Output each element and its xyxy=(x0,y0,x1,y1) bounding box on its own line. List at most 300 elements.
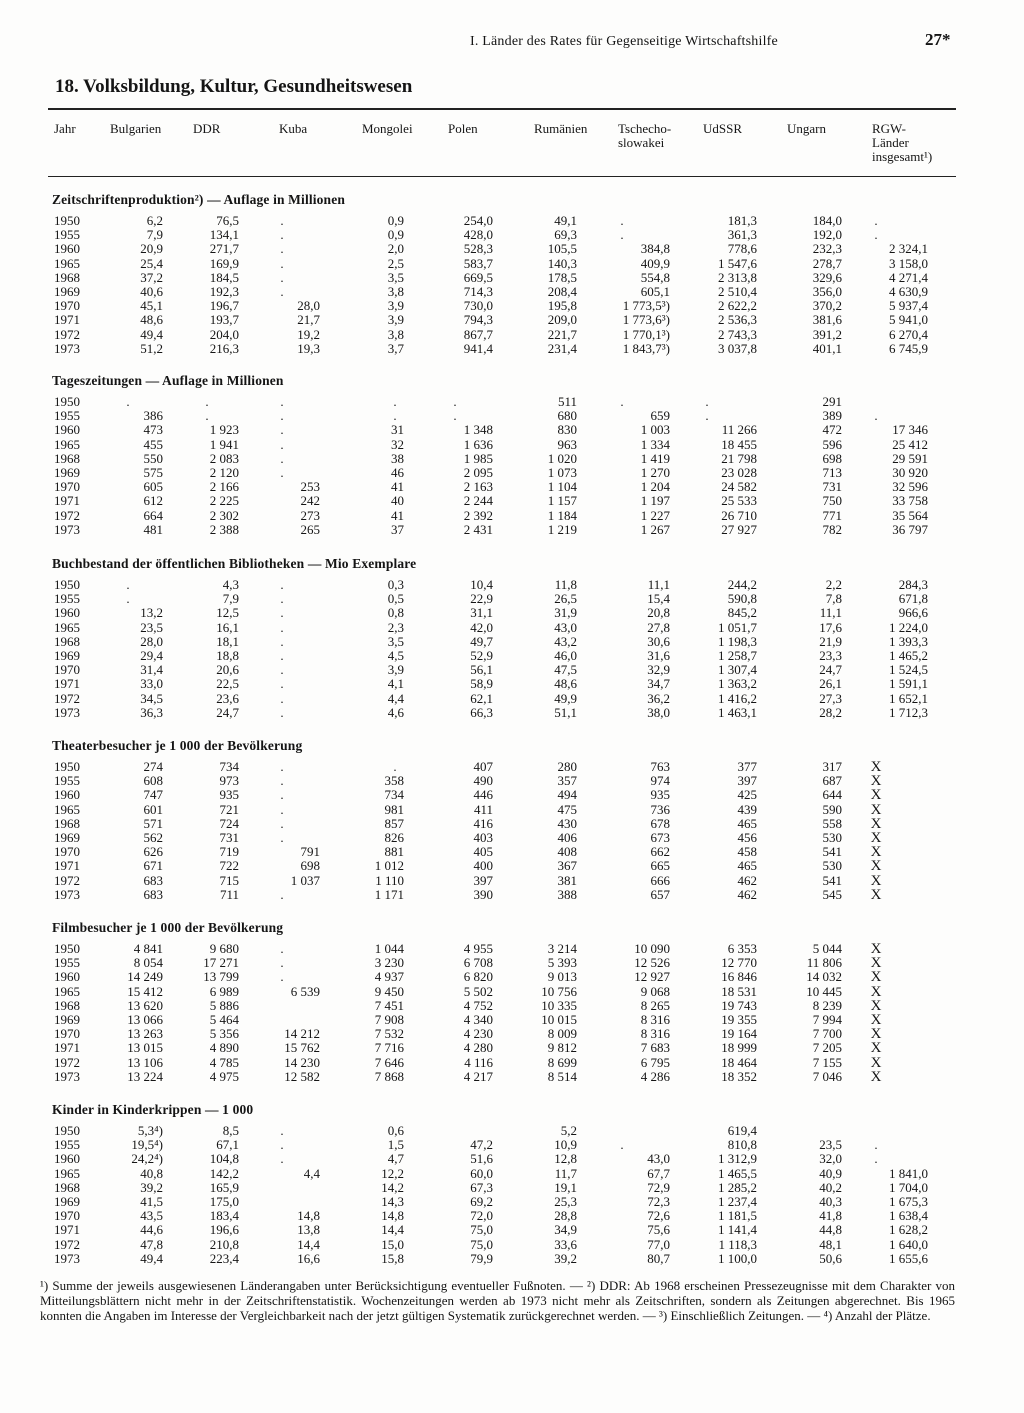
table-row xyxy=(0,1041,1024,1055)
cell-udssr: 18 999 xyxy=(721,1040,757,1056)
year-cell: 1969 xyxy=(54,648,80,663)
table-row xyxy=(0,523,1024,537)
year-cell: 1969 xyxy=(54,1194,80,1209)
cell-udssr: 16 846 xyxy=(721,969,757,985)
cell-rgw-insgesamt: 1 224,0 xyxy=(889,619,928,635)
col-head-tschechoslowakei: Tschecho- slowakei xyxy=(618,121,672,150)
cell-tschechoslowakei: 10 090 xyxy=(634,941,670,956)
cell-rumaenien: 25,3 xyxy=(554,1194,577,1209)
table-row xyxy=(0,831,1024,845)
cell-kuba: 265 xyxy=(300,521,320,537)
cell-rumaenien: 8 699 xyxy=(547,1054,577,1070)
cell-rumaenien: 5 393 xyxy=(547,955,577,971)
cell-rumaenien: 430 xyxy=(557,815,577,831)
cell-tschechoslowakei: 1 773,6³) xyxy=(622,312,670,328)
cell-polen: 583,7 xyxy=(463,255,493,271)
cell-kuba: . xyxy=(280,773,284,789)
cell-tschechoslowakei: 736 xyxy=(650,801,670,817)
table-row xyxy=(0,285,1024,299)
cell-ungarn: 32,0 xyxy=(819,1151,842,1167)
cell-ungarn: 782 xyxy=(822,521,842,537)
cell-tschechoslowakei: 8 265 xyxy=(640,997,670,1013)
cell-tschechoslowakei: 32,9 xyxy=(647,662,670,678)
cell-mongolei: 7 908 xyxy=(374,1012,404,1027)
cell-rumaenien: 475 xyxy=(557,801,577,817)
cell-tschechoslowakei: 12 526 xyxy=(634,955,670,971)
cell-bulgarien: 41,5 xyxy=(140,1194,163,1209)
year-cell: 1970 xyxy=(54,1208,80,1224)
cell-polen: 254,0 xyxy=(463,213,493,228)
cell-rgw-insgesamt: 25 412 xyxy=(892,436,928,452)
section-title: Zeitschriftenproduktion²) — Auflage in Millionen xyxy=(52,192,346,207)
year-cell: 1968 xyxy=(54,997,80,1013)
cell-rgw-insgesamt: 2 324,1 xyxy=(889,241,928,257)
cell-bulgarien: 608 xyxy=(143,773,163,789)
cell-rgw-insgesamt: . xyxy=(874,213,878,228)
cell-rgw-insgesamt: 4 630,9 xyxy=(889,284,928,299)
cell-kuba: . xyxy=(280,605,284,621)
cell-tschechoslowakei: 1 204 xyxy=(640,479,670,495)
cell-kuba: . xyxy=(280,577,284,592)
cell-rumaenien: 47,5 xyxy=(554,662,577,678)
cell-rumaenien: 511 xyxy=(557,394,577,409)
cell-bulgarien: 48,6 xyxy=(140,312,163,328)
cell-rumaenien: 208,4 xyxy=(547,284,577,299)
cell-udssr: 1 547,6 xyxy=(718,255,757,271)
cell-ddr: 196,6 xyxy=(209,1222,239,1238)
cell-rumaenien: 11,7 xyxy=(554,1165,577,1181)
year-cell: 1955 xyxy=(54,227,80,243)
cell-bulgarien: 386 xyxy=(143,408,163,424)
cell-udssr: 1 416,2 xyxy=(718,690,757,706)
cell-ungarn: 21,9 xyxy=(819,633,842,649)
cell-mongolei: 3,8 xyxy=(387,326,404,342)
cell-rgw-insgesamt: X xyxy=(870,858,882,875)
cell-polen: 2 095 xyxy=(463,465,493,480)
cell-rumaenien: 11,8 xyxy=(554,577,577,592)
cell-ungarn: 14 032 xyxy=(806,969,842,985)
table-row xyxy=(0,1238,1024,1252)
year-cell: 1965 xyxy=(54,1165,80,1181)
cell-bulgarien: 747 xyxy=(143,787,163,803)
cell-polen: 4 116 xyxy=(464,1054,493,1070)
year-cell: 1970 xyxy=(54,1026,80,1042)
cell-udssr: 23 028 xyxy=(721,465,757,480)
cell-ungarn: 590 xyxy=(822,801,842,817)
cell-udssr: 21 798 xyxy=(721,450,757,466)
cell-mongolei: . xyxy=(393,394,397,409)
cell-tschechoslowakei: 554,8 xyxy=(640,269,670,285)
cell-mongolei: 981 xyxy=(384,801,404,817)
cell-polen: 79,9 xyxy=(470,1250,493,1266)
cell-mongolei: 4 937 xyxy=(374,969,404,985)
cell-rumaenien: 367 xyxy=(557,858,577,874)
cell-ungarn: 713 xyxy=(822,465,842,480)
table-row xyxy=(0,999,1024,1013)
cell-ungarn: 356,0 xyxy=(812,284,842,299)
cell-ddr: 719 xyxy=(219,844,239,860)
cell-polen: 2 392 xyxy=(463,507,493,523)
cell-polen: 400 xyxy=(473,858,493,874)
year-cell: 1973 xyxy=(54,521,80,537)
cell-ddr: 4 975 xyxy=(209,1068,239,1084)
cell-kuba: . xyxy=(280,436,284,452)
cell-udssr: 18 455 xyxy=(721,436,757,452)
cell-ddr: 722 xyxy=(219,858,239,874)
cell-tschechoslowakei: . xyxy=(620,213,624,228)
year-cell: 1969 xyxy=(54,284,80,299)
table-row xyxy=(0,494,1024,508)
cell-kuba: 28,0 xyxy=(297,298,320,314)
cell-tschechoslowakei: 1 267 xyxy=(640,521,670,537)
cell-ungarn: 291 xyxy=(822,394,842,409)
cell-tschechoslowakei: 662 xyxy=(650,844,670,860)
table-row xyxy=(0,299,1024,313)
table-row xyxy=(0,509,1024,523)
cell-polen: 411 xyxy=(473,801,493,817)
cell-ddr: 223,4 xyxy=(209,1250,239,1266)
cell-bulgarien: 40,6 xyxy=(140,284,163,299)
cell-rgw-insgesamt: 1 675,3 xyxy=(889,1194,928,1209)
cell-udssr: 2 313,8 xyxy=(718,269,757,285)
table-row xyxy=(0,692,1024,706)
cell-ungarn: 232,3 xyxy=(812,241,842,257)
cell-polen: 56,1 xyxy=(470,662,493,678)
cell-bulgarien: 571 xyxy=(143,815,163,831)
cell-rumaenien: 48,6 xyxy=(554,676,577,692)
cell-udssr: 6 353 xyxy=(727,941,757,956)
table-row xyxy=(0,774,1024,788)
cell-mongolei: 0,3 xyxy=(387,577,404,592)
cell-mongolei: 37 xyxy=(391,521,404,537)
year-cell: 1955 xyxy=(54,955,80,971)
cell-rgw-insgesamt: 1 652,1 xyxy=(889,690,928,706)
cell-mongolei: 4,7 xyxy=(387,1151,404,1167)
cell-udssr: 19 164 xyxy=(721,1026,757,1042)
table-row xyxy=(0,677,1024,691)
year-cell: 1950 xyxy=(54,1123,80,1138)
year-cell: 1950 xyxy=(54,394,80,409)
cell-ungarn: 28,2 xyxy=(819,704,842,720)
cell-mongolei: 14,3 xyxy=(381,1194,404,1209)
cell-udssr: 425 xyxy=(737,787,757,803)
cell-polen: 67,3 xyxy=(470,1179,493,1195)
year-cell: 1972 xyxy=(54,1054,80,1070)
footnotes xyxy=(40,1278,955,1323)
cell-bulgarien: . xyxy=(126,577,130,592)
cell-ddr: 2 302 xyxy=(209,507,239,523)
cell-kuba: . xyxy=(280,941,284,956)
cell-polen: . xyxy=(453,394,457,409)
cell-rumaenien: 231,4 xyxy=(547,340,577,356)
cell-mongolei: 38 xyxy=(391,450,404,466)
cell-polen: 528,3 xyxy=(463,241,493,257)
cell-rumaenien: 10,9 xyxy=(554,1137,577,1153)
cell-mongolei: 41 xyxy=(391,507,404,523)
table-row xyxy=(0,803,1024,817)
year-cell: 1968 xyxy=(54,633,80,649)
year-cell: 1973 xyxy=(54,1250,80,1266)
cell-polen: 75,0 xyxy=(470,1236,493,1252)
table-row xyxy=(0,409,1024,423)
cell-bulgarien: 13 106 xyxy=(127,1054,163,1070)
cell-ungarn: 7 205 xyxy=(812,1040,842,1056)
year-cell: 1968 xyxy=(54,450,80,466)
year-cell: 1955 xyxy=(54,1137,80,1153)
cell-tschechoslowakei: 974 xyxy=(650,773,670,789)
cell-rgw-insgesamt: 6 270,4 xyxy=(889,326,928,342)
cell-udssr: 810,8 xyxy=(727,1137,757,1153)
cell-rumaenien: 830 xyxy=(557,422,577,438)
cell-ungarn: 541 xyxy=(822,872,842,888)
cell-mongolei: 857 xyxy=(384,815,404,831)
cell-ddr: . xyxy=(205,408,209,424)
cell-rgw-insgesamt: 1 841,0 xyxy=(889,1165,928,1181)
cell-rgw-insgesamt: 4 271,4 xyxy=(889,269,928,285)
cell-udssr: 12 770 xyxy=(721,955,757,971)
cell-polen: 60,0 xyxy=(470,1165,493,1181)
cell-polen: 4 217 xyxy=(463,1068,493,1084)
cell-rgw-insgesamt: . xyxy=(874,227,878,243)
table-row xyxy=(0,845,1024,859)
cell-rumaenien: 1 184 xyxy=(547,507,577,523)
cell-kuba: . xyxy=(280,422,284,438)
cell-bulgarien: 44,6 xyxy=(140,1222,163,1238)
cell-kuba: 14 230 xyxy=(284,1054,320,1070)
cell-tschechoslowakei: 935 xyxy=(650,787,670,803)
cell-kuba: . xyxy=(280,969,284,985)
cell-kuba: . xyxy=(280,408,284,424)
cell-bulgarien: 562 xyxy=(143,830,163,845)
table-row xyxy=(0,1209,1024,1223)
cell-ungarn: 40,3 xyxy=(819,1194,842,1209)
year-cell: 1971 xyxy=(54,676,80,692)
cell-udssr: 2 743,3 xyxy=(718,326,757,342)
cell-mongolei: 32 xyxy=(391,436,404,452)
cell-ungarn: 771 xyxy=(822,507,842,523)
table-row xyxy=(0,1223,1024,1237)
table-row xyxy=(0,466,1024,480)
cell-polen: 403 xyxy=(473,830,493,845)
cell-rgw-insgesamt: X xyxy=(870,830,882,846)
cell-polen: 2 244 xyxy=(463,493,493,509)
cell-tschechoslowakei: 30,6 xyxy=(647,633,670,649)
cell-polen: 428,0 xyxy=(463,227,493,243)
cell-rumaenien: 49,1 xyxy=(554,213,577,228)
cell-ddr: 1 941 xyxy=(209,436,239,452)
table-row xyxy=(0,1070,1024,1084)
cell-ungarn: 472 xyxy=(822,422,842,438)
header-rule-bottom xyxy=(48,176,956,177)
cell-polen: 72,0 xyxy=(470,1208,493,1224)
cell-polen: 4 955 xyxy=(463,941,493,956)
table-row xyxy=(0,438,1024,452)
cell-rgw-insgesamt: X xyxy=(870,872,882,889)
cell-ddr: 4 890 xyxy=(209,1040,239,1056)
cell-kuba: . xyxy=(280,676,284,692)
year-cell: 1970 xyxy=(54,662,80,678)
cell-rumaenien: 46,0 xyxy=(554,648,577,663)
cell-polen: 446 xyxy=(473,787,493,803)
cell-rumaenien: 9 013 xyxy=(547,969,577,985)
cell-udssr: 439 xyxy=(737,801,757,817)
cell-udssr: 361,3 xyxy=(727,227,757,243)
cell-polen: 51,6 xyxy=(470,1151,493,1167)
cell-ungarn: 750 xyxy=(822,493,842,509)
cell-rgw-insgesamt: 32 596 xyxy=(892,479,928,495)
cell-ddr: 6 989 xyxy=(209,983,239,999)
cell-tschechoslowakei: 34,7 xyxy=(647,676,670,692)
cell-tschechoslowakei: 673 xyxy=(650,830,670,845)
cell-udssr: 1 258,7 xyxy=(718,648,757,663)
cell-kuba: . xyxy=(280,227,284,243)
cell-mongolei: 7 868 xyxy=(374,1068,404,1084)
cell-rumaenien: 209,0 xyxy=(547,312,577,328)
cell-rumaenien: 34,9 xyxy=(554,1222,577,1238)
cell-rumaenien: 3 214 xyxy=(547,941,577,956)
cell-ungarn: 7 994 xyxy=(812,1012,842,1027)
cell-kuba: . xyxy=(280,1123,284,1138)
table-row xyxy=(0,1167,1024,1181)
cell-udssr: 2 536,3 xyxy=(718,312,757,328)
cell-polen: 714,3 xyxy=(463,284,493,299)
cell-rgw-insgesamt: . xyxy=(874,1151,878,1167)
cell-mongolei: 2,0 xyxy=(387,241,404,257)
cell-udssr: 462 xyxy=(737,886,757,902)
cell-ungarn: 317 xyxy=(822,759,842,774)
year-cell: 1973 xyxy=(54,1068,80,1084)
cell-rumaenien: 221,7 xyxy=(547,326,577,342)
cell-udssr: 18 464 xyxy=(721,1054,757,1070)
cell-tschechoslowakei: 1 197 xyxy=(640,493,670,509)
cell-udssr: 3 037,8 xyxy=(718,340,757,356)
year-cell: 1973 xyxy=(54,704,80,720)
cell-udssr: 2 510,4 xyxy=(718,284,757,299)
cell-kuba: 14,8 xyxy=(297,1208,320,1224)
cell-bulgarien: 24,2⁴) xyxy=(131,1151,163,1167)
cell-polen: 730,0 xyxy=(463,298,493,314)
cell-kuba: 6 539 xyxy=(290,983,320,999)
cell-rgw-insgesamt: 1 524,5 xyxy=(889,662,928,678)
cell-rumaenien: 8 514 xyxy=(547,1068,577,1084)
cell-mongolei: . xyxy=(393,408,397,424)
cell-ddr: 721 xyxy=(219,801,239,817)
cell-tschechoslowakei: 605,1 xyxy=(640,284,670,299)
cell-mongolei: 3,5 xyxy=(387,269,404,285)
cell-kuba: . xyxy=(280,1137,284,1153)
cell-udssr: 181,3 xyxy=(727,213,757,228)
cell-ungarn: 530 xyxy=(822,858,842,874)
cell-rgw-insgesamt: 6 745,9 xyxy=(889,340,928,356)
cell-ddr: 4,3 xyxy=(222,577,239,592)
cell-polen: 4 340 xyxy=(463,1012,493,1027)
table-row xyxy=(0,788,1024,802)
cell-tschechoslowakei: . xyxy=(620,394,624,409)
year-cell: 1972 xyxy=(54,872,80,888)
cell-ungarn: 558 xyxy=(822,815,842,831)
cell-mongolei: 0,6 xyxy=(387,1123,404,1138)
col-head-ungarn: Ungarn xyxy=(787,121,826,136)
cell-tschechoslowakei: 1 334 xyxy=(640,436,670,452)
cell-rgw-insgesamt: X xyxy=(870,815,882,832)
running-header: I. Länder des Rates für Gegenseitige Wirtschaftshilfe xyxy=(470,34,778,49)
cell-kuba: 14,4 xyxy=(297,1236,320,1252)
cell-polen: 390 xyxy=(473,886,493,902)
cell-kuba: 698 xyxy=(300,858,320,874)
cell-kuba: . xyxy=(280,662,284,678)
cell-polen: 2 431 xyxy=(463,521,493,537)
table-row xyxy=(0,635,1024,649)
cell-ddr: 134,1 xyxy=(209,227,239,243)
cell-rumaenien: 140,3 xyxy=(547,255,577,271)
cell-udssr: 24 582 xyxy=(721,479,757,495)
cell-rgw-insgesamt: X xyxy=(870,787,882,804)
cell-ddr: 216,3 xyxy=(209,340,239,356)
cell-ungarn: 40,9 xyxy=(819,1165,842,1181)
table-row xyxy=(0,663,1024,677)
cell-rgw-insgesamt: X xyxy=(870,983,882,1000)
year-cell: 1955 xyxy=(54,591,80,607)
cell-polen: 69,2 xyxy=(470,1194,493,1209)
cell-rgw-insgesamt: X xyxy=(870,773,882,790)
cell-ungarn: 7 700 xyxy=(812,1026,842,1042)
cell-udssr: 462 xyxy=(737,872,757,888)
cell-polen: 6 820 xyxy=(463,969,493,985)
cell-kuba: . xyxy=(280,241,284,257)
cell-ungarn: 27,3 xyxy=(819,690,842,706)
cell-ddr: 2 120 xyxy=(209,465,239,480)
cell-udssr: 11 266 xyxy=(721,422,757,438)
cell-rumaenien: 1 219 xyxy=(547,521,577,537)
cell-ungarn: 329,6 xyxy=(812,269,842,285)
year-cell: 1950 xyxy=(54,941,80,956)
cell-rumaenien: 51,1 xyxy=(554,704,577,720)
header-rule-top xyxy=(48,108,956,110)
cell-bulgarien: 37,2 xyxy=(140,269,163,285)
table-row xyxy=(0,423,1024,437)
table-row xyxy=(0,271,1024,285)
cell-kuba: . xyxy=(280,213,284,228)
cell-rumaenien: 963 xyxy=(557,436,577,452)
cell-tschechoslowakei: 1 270 xyxy=(640,465,670,480)
cell-polen: . xyxy=(453,408,457,424)
cell-tschechoslowakei: 6 795 xyxy=(640,1054,670,1070)
cell-ddr: 711 xyxy=(219,886,239,902)
cell-bulgarien: 683 xyxy=(143,872,163,888)
cell-mongolei: 881 xyxy=(384,844,404,860)
cell-tschechoslowakei: 1 770,1³) xyxy=(622,326,670,342)
cell-udssr: 1 198,3 xyxy=(718,633,757,649)
cell-rgw-insgesamt: 1 591,1 xyxy=(889,676,928,692)
cell-rgw-insgesamt: X xyxy=(870,1040,882,1057)
cell-bulgarien: 51,2 xyxy=(140,340,163,356)
cell-mongolei: 0,8 xyxy=(387,605,404,621)
cell-mongolei: 14,4 xyxy=(381,1222,404,1238)
cell-mongolei: 7 646 xyxy=(374,1054,404,1070)
year-cell: 1969 xyxy=(54,1012,80,1027)
cell-bulgarien: 19,5⁴) xyxy=(131,1137,163,1153)
cell-ddr: 204,0 xyxy=(209,326,239,342)
cell-mongolei: 4,6 xyxy=(387,704,404,720)
cell-ungarn: 26,1 xyxy=(819,676,842,692)
cell-ddr: 9 680 xyxy=(209,941,239,956)
cell-polen: 52,9 xyxy=(470,648,493,663)
cell-mongolei: 40 xyxy=(391,493,404,509)
cell-bulgarien: 25,4 xyxy=(140,255,163,271)
cell-ungarn: 596 xyxy=(822,436,842,452)
table-row xyxy=(0,578,1024,592)
cell-rumaenien: 1 073 xyxy=(547,465,577,480)
